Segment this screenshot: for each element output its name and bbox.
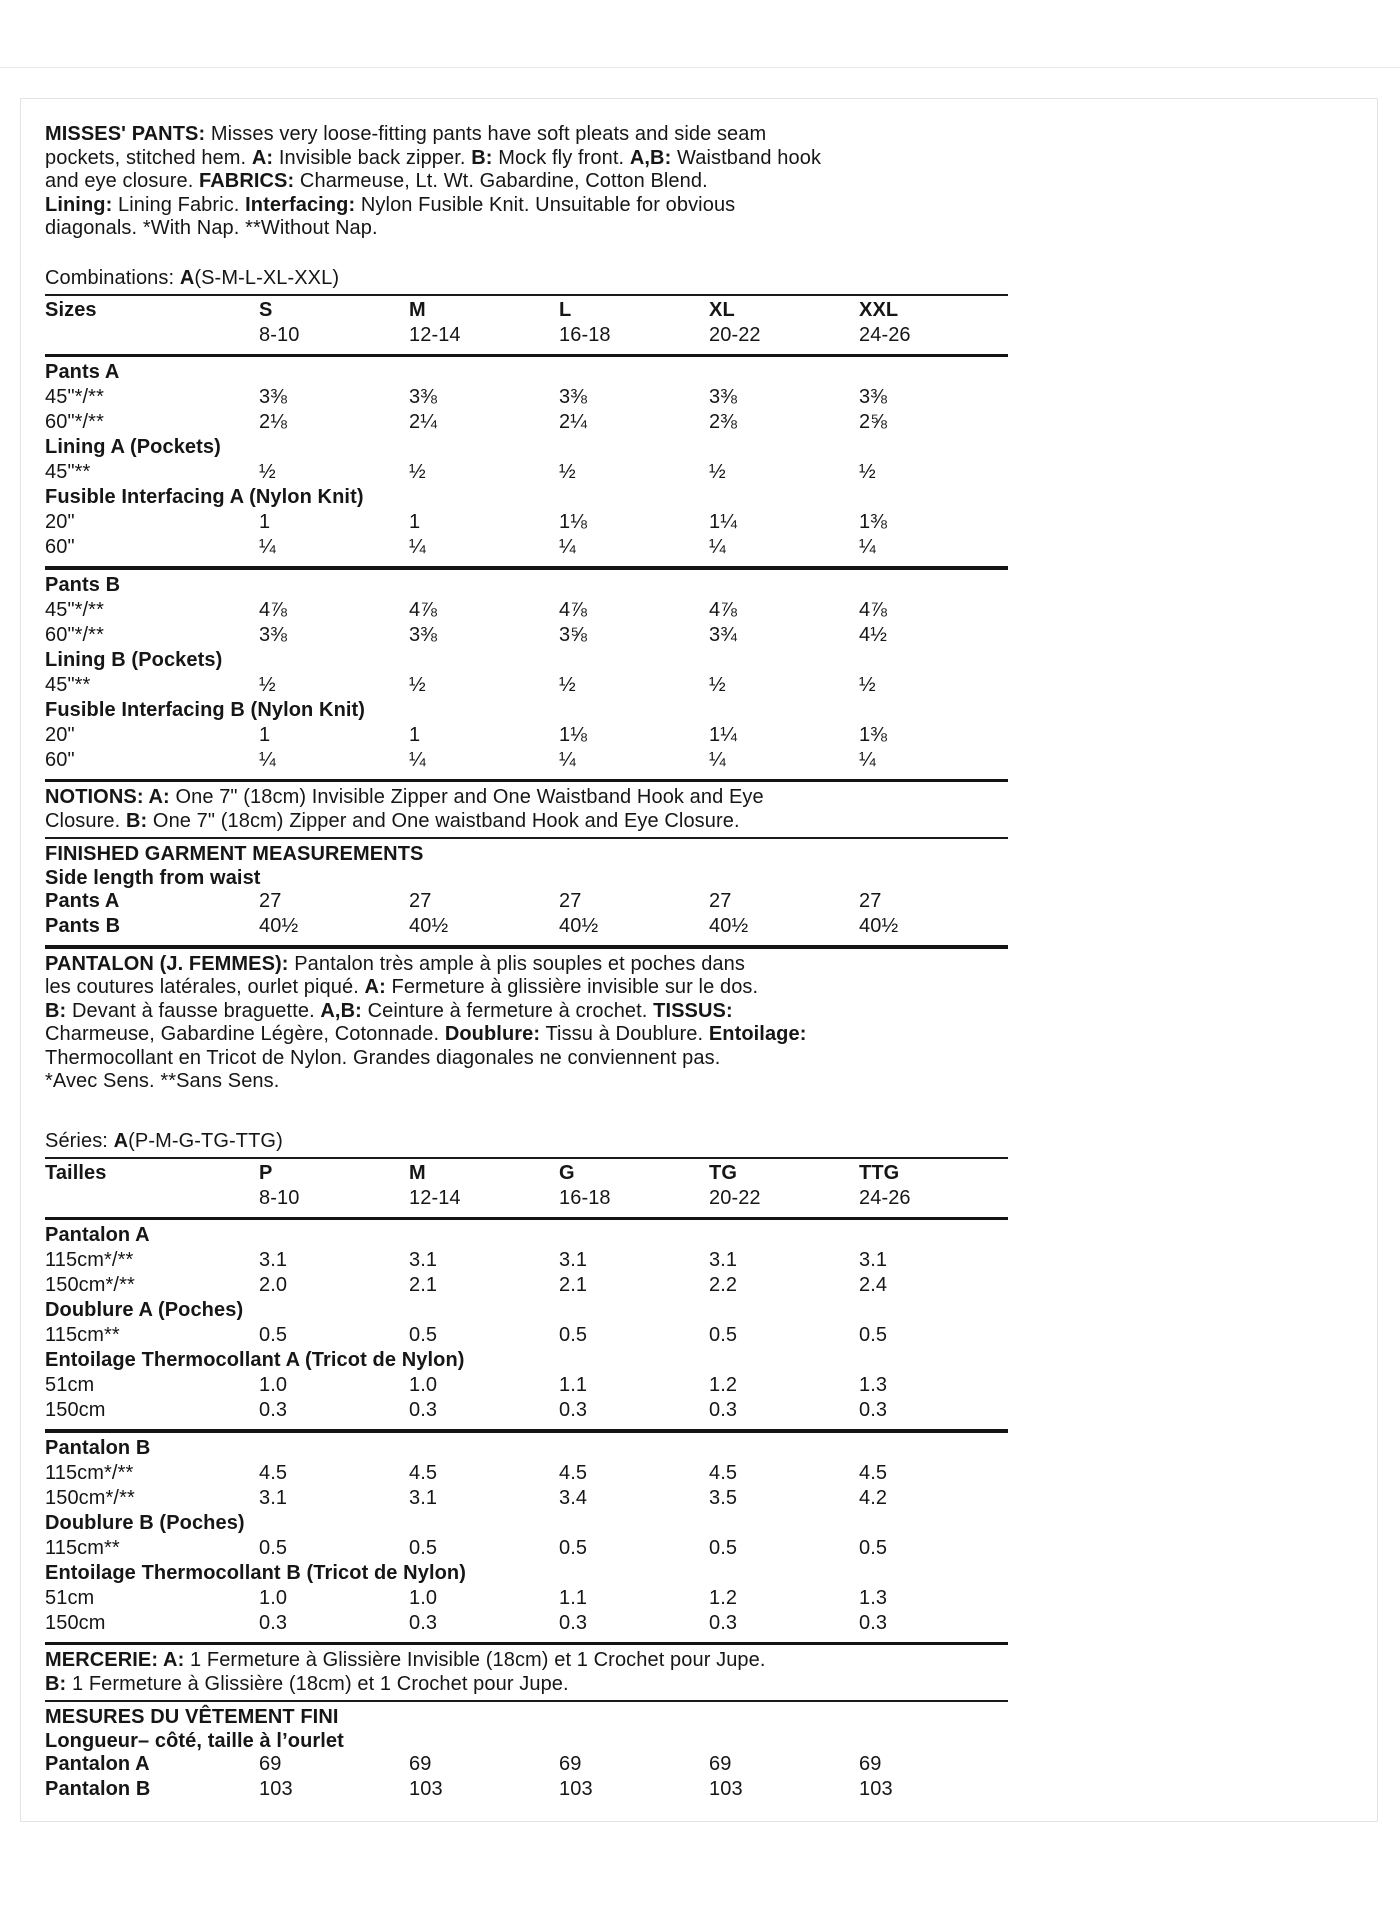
yardage-value: 1¼ <box>709 511 738 533</box>
measurement-value: 69 <box>409 1753 432 1775</box>
metric-table-section-header: Entoilage Thermocollant A (Tricot de Nylon) <box>45 1349 465 1371</box>
yardage-value: 3.1 <box>259 1249 288 1271</box>
fabric-width-label: 45"** <box>45 673 91 696</box>
fabric-width-label: 60" <box>45 748 75 771</box>
text: (P-M-G-TG-TTG) <box>128 1129 283 1152</box>
yardage-value: 2.0 <box>259 1274 288 1296</box>
yardage-value: 1 <box>259 723 271 746</box>
imperial-table-row <box>45 386 1055 411</box>
text: pockets, stitched hem. <box>45 146 252 169</box>
text: Lining Fabric. <box>112 193 246 216</box>
yardage-value: 0.5 <box>709 1324 738 1346</box>
yardage-value: 4.5 <box>409 1461 438 1484</box>
yardage-value: 1.0 <box>259 1586 288 1609</box>
imperial-table-size-range-row <box>45 324 1055 349</box>
garment-label: Pantalon B <box>45 1778 151 1800</box>
yardage-value: 3.1 <box>409 1249 438 1271</box>
size-header: TG <box>709 1161 737 1184</box>
measurement-value: 27 <box>259 890 282 912</box>
yardage-value: 4½ <box>859 623 888 646</box>
bold-text: Doublure: <box>444 1023 541 1045</box>
mesures-measurement-row <box>45 1753 1055 1778</box>
size-range: 24-26 <box>859 323 911 346</box>
description-french-line <box>45 1023 1055 1047</box>
measurement-value: 40½ <box>559 915 599 937</box>
bold-text: TISSUS: <box>653 999 733 1022</box>
text: Charmeuse, Gabardine Légère, Cotonnade. <box>45 1023 445 1045</box>
fabric-width-label: 150cm*/** <box>45 1486 135 1509</box>
description-french-line <box>45 1047 1055 1071</box>
metric-table-row <box>45 1274 1055 1299</box>
finished-garment-measurements <box>45 842 1055 940</box>
yardage-value: 1.1 <box>559 1374 588 1396</box>
yardage-value: ¼ <box>709 748 726 771</box>
yardage-value: ¼ <box>859 748 876 771</box>
finished-measurements-rows <box>45 890 1055 940</box>
metric-table-section-header: Doublure B (Poches) <box>45 1511 245 1534</box>
yardage-value: 1 <box>409 723 421 746</box>
yardage-value: ¼ <box>409 748 426 771</box>
finished-measurement-row <box>45 890 1055 915</box>
size-header: P <box>259 1161 273 1184</box>
yardage-value: 4⅞ <box>259 598 288 621</box>
rule-above-french-description <box>45 945 1008 949</box>
imperial-table-row <box>45 411 1055 436</box>
yardage-value: 0.3 <box>859 1399 888 1421</box>
fabric-width-label: 150cm <box>45 1399 106 1421</box>
size-range: 16-18 <box>559 1186 611 1209</box>
yardage-value: ¼ <box>709 536 726 558</box>
yardage-value: 2.2 <box>709 1274 738 1296</box>
metric-table-row <box>45 1612 1055 1637</box>
yardage-value: 0.5 <box>859 1324 888 1346</box>
yardage-value: 4⅞ <box>859 598 888 621</box>
imperial-table-row <box>45 624 1055 649</box>
yardage-value: 0.3 <box>409 1611 438 1634</box>
measurement-value: 103 <box>259 1778 293 1800</box>
metric-table-row <box>45 1324 1055 1349</box>
finished-measurement-row <box>45 915 1055 940</box>
finished-measurements-title: FINISHED GARMENT MEASUREMENTS <box>45 843 424 865</box>
text: 1 Fermeture à Glissière Invisible (18cm) et 1 Crochet pour Jupe. <box>184 1649 766 1671</box>
yardage-value: 3⅜ <box>709 386 738 408</box>
description-english-line <box>45 123 1055 147</box>
text: Invisible back zipper. <box>273 146 472 169</box>
yardage-value: 2⅛ <box>259 411 288 433</box>
text: Séries: <box>45 1129 114 1152</box>
bold-text: B: <box>45 999 67 1022</box>
yardage-value: 2¼ <box>559 411 588 433</box>
size-range: 20-22 <box>709 1186 761 1209</box>
fabric-width-label: 60"*/** <box>45 411 104 433</box>
bold-text: A,B: <box>320 999 362 1022</box>
rule-above-finished-measurements <box>45 837 1008 839</box>
yardage-value: 0.5 <box>859 1536 888 1559</box>
metric-table-row <box>45 1487 1055 1512</box>
yardage-value: 4.5 <box>259 1461 288 1484</box>
yardage-value: 1.2 <box>709 1586 738 1609</box>
bold-text: A,B: <box>629 146 672 169</box>
text: Tissu à Doublure. <box>540 1023 709 1045</box>
imperial-table-row <box>45 536 1055 561</box>
yardage-value: 1.0 <box>409 1586 438 1609</box>
fabric-width-label: 20" <box>45 723 75 746</box>
imperial-table-section-header: Lining B (Pockets) <box>45 648 223 671</box>
description-english-line <box>45 147 1055 171</box>
yardage-value: 0.5 <box>259 1536 288 1559</box>
description-english <box>45 123 1055 241</box>
yardage-value: 3.1 <box>259 1486 288 1509</box>
yardage-value: 0.5 <box>259 1324 288 1346</box>
notions-line <box>45 810 1055 834</box>
yardage-value: ¼ <box>259 536 276 558</box>
fabric-width-label: 45"*/** <box>45 386 104 408</box>
yardage-value: 1⅜ <box>859 723 888 746</box>
text: *Avec Sens. **Sans Sens. <box>45 1070 280 1092</box>
imperial-table-size-header <box>45 299 1055 324</box>
fabric-width-label: 115cm** <box>45 1324 120 1346</box>
mesures-subtitle: Longueur– côté, taille à l’ourlet <box>45 1730 344 1752</box>
measurement-value: 27 <box>709 890 732 912</box>
yardage-value: ½ <box>859 461 876 483</box>
yardage-value: 0.5 <box>559 1536 588 1559</box>
yardage-value: ¼ <box>559 748 576 771</box>
garment-label: Pants B <box>45 915 121 937</box>
yardage-value: ½ <box>409 673 426 696</box>
description-english-line <box>45 217 1055 241</box>
fabric-width-label: 51cm <box>45 1586 95 1609</box>
rule-under-series <box>45 1157 1008 1159</box>
yardage-value: 1.0 <box>409 1374 438 1396</box>
imperial-table-section-header: Fusible Interfacing B (Nylon Knit) <box>45 698 366 721</box>
size-header: M <box>409 1161 426 1184</box>
yardage-value: 0.3 <box>559 1611 588 1634</box>
yardage-value: 4⅞ <box>409 598 438 621</box>
yardage-value: 2⅜ <box>709 411 738 433</box>
yardage-value: ¼ <box>259 748 276 771</box>
imperial-table-section-header: Fusible Interfacing A (Nylon Knit) <box>45 486 364 508</box>
measurement-value: 103 <box>559 1778 593 1800</box>
metric-table-row <box>45 1587 1055 1612</box>
size-header-corner: Tailles <box>45 1161 107 1184</box>
yardage-value: 4.5 <box>859 1461 888 1484</box>
yardage-value: 0.3 <box>559 1399 588 1421</box>
imperial-table-section-header: Lining A (Pockets) <box>45 436 221 458</box>
notions-line <box>45 786 1055 810</box>
yardage-value: 4⅞ <box>709 598 738 621</box>
text: Combinations: <box>45 266 180 289</box>
sheet-content <box>45 123 1055 1803</box>
size-header: XXL <box>859 298 899 321</box>
yardage-value: ½ <box>709 673 726 696</box>
metric-table-row <box>45 1462 1055 1487</box>
rule-under-combinations <box>45 294 1008 296</box>
size-header: TTG <box>859 1161 900 1184</box>
yardage-value: 0.5 <box>559 1324 588 1346</box>
size-range: 8-10 <box>259 1186 300 1209</box>
rule-above-notions <box>45 779 1008 783</box>
yardage-value: 1 <box>259 511 271 533</box>
yardage-value: ½ <box>859 673 876 696</box>
bold-text: B: <box>45 1672 67 1695</box>
size-range: 12-14 <box>409 1186 461 1209</box>
yardage-value: 2⅝ <box>859 411 888 433</box>
yardage-value: 0.5 <box>409 1324 438 1346</box>
metric-table-row <box>45 1374 1055 1399</box>
metric-table-size-range-row <box>45 1187 1055 1212</box>
yardage-value: 4.5 <box>709 1461 738 1484</box>
yardage-value: 3.5 <box>709 1486 738 1509</box>
yardage-value: 3⅜ <box>859 386 888 408</box>
metric-table-row <box>45 1537 1055 1562</box>
yardage-value: 0.3 <box>709 1611 738 1634</box>
yardage-value: 3⅜ <box>409 386 438 408</box>
yardage-value: ½ <box>559 673 576 696</box>
size-header: M <box>409 298 426 321</box>
fabric-width-label: 150cm*/** <box>45 1274 135 1296</box>
fabric-width-label: 60" <box>45 536 75 558</box>
notions-paragraph <box>45 786 1055 833</box>
measurement-value: 40½ <box>409 915 449 937</box>
yardage-value: 1⅛ <box>559 511 588 533</box>
header-divider <box>45 354 1008 358</box>
bold-text: Lining: <box>45 193 113 216</box>
section-divider <box>45 566 1008 570</box>
size-header: G <box>559 1161 575 1184</box>
pattern-instruction-sheet <box>20 98 1378 1822</box>
garment-label: Pants A <box>45 890 120 912</box>
yardage-value: 3¾ <box>709 623 738 646</box>
size-range: 8-10 <box>259 323 300 346</box>
text: Nylon Fusible Knit. Unsuitable for obvious <box>355 193 736 216</box>
metric-table-section-header: Pantalon B <box>45 1436 151 1459</box>
yardage-value: 4⅞ <box>559 598 588 621</box>
mesures-vetement-fini <box>45 1705 1055 1803</box>
measurement-value: 69 <box>709 1753 732 1775</box>
yardage-value: 1.3 <box>859 1374 888 1396</box>
imperial-table-section-header: Pants B <box>45 573 121 596</box>
metric-table-row <box>45 1249 1055 1274</box>
bold-text: A: <box>364 976 386 998</box>
description-english-line <box>45 170 1055 194</box>
yardage-table-imperial <box>45 299 1055 774</box>
yardage-value: 4.2 <box>859 1486 888 1509</box>
yardage-value: ½ <box>259 461 276 483</box>
description-french-line <box>45 953 1055 977</box>
fabric-width-label: 150cm <box>45 1611 106 1634</box>
series-line <box>45 1130 1055 1153</box>
yardage-table-metric <box>45 1162 1055 1637</box>
description-french-line <box>45 1000 1055 1024</box>
text: Misses very loose-fitting pants have soft pleats and side seam <box>205 123 767 145</box>
text: Mock fly front. <box>492 146 630 169</box>
imperial-table-row <box>45 511 1055 536</box>
size-header: S <box>259 298 273 321</box>
yardage-value: 2.1 <box>409 1274 438 1296</box>
description-french-line <box>45 976 1055 1000</box>
bold-text: Entoilage: <box>708 1023 807 1045</box>
combinations-line <box>45 267 1055 290</box>
measurement-value: 103 <box>409 1778 443 1800</box>
measurement-value: 103 <box>859 1778 893 1800</box>
measurement-value: 69 <box>259 1753 282 1775</box>
imperial-table-row <box>45 724 1055 749</box>
mesures-measurement-row <box>45 1778 1055 1803</box>
text: Devant à fausse braguette. <box>66 999 321 1022</box>
yardage-value: 1.3 <box>859 1586 888 1609</box>
measurement-value: 69 <box>559 1753 582 1775</box>
yardage-value: 3⅜ <box>409 623 438 646</box>
yardage-value: ½ <box>709 461 726 483</box>
text: (S-M-L-XL-XXL) <box>194 266 340 289</box>
measurement-value: 27 <box>859 890 882 912</box>
yardage-value: 3.4 <box>559 1486 588 1509</box>
yardage-value: 0.3 <box>859 1611 888 1634</box>
bold-text: A: <box>251 146 274 169</box>
yardage-value: 3.1 <box>859 1249 888 1271</box>
measurement-value: 40½ <box>709 915 749 937</box>
yardage-value: 3.1 <box>559 1249 588 1271</box>
size-header: XL <box>709 298 735 321</box>
measurement-value: 27 <box>559 890 582 912</box>
text: les coutures latérales, ourlet piqué. <box>45 976 365 998</box>
measurement-value: 40½ <box>859 915 899 937</box>
bold-text: B: <box>471 146 493 169</box>
imperial-table-section-header: Pants A <box>45 361 120 383</box>
page-top-divider <box>0 67 1400 68</box>
measurement-value: 40½ <box>259 915 299 937</box>
garment-label: Pantalon A <box>45 1753 150 1775</box>
yardage-value: ¼ <box>409 536 426 558</box>
description-french-line <box>45 1070 1055 1094</box>
yardage-value: 1 <box>409 511 421 533</box>
yardage-value: ½ <box>259 673 276 696</box>
mesures-rows <box>45 1753 1055 1803</box>
description-french <box>45 953 1055 1094</box>
yardage-value: 1⅜ <box>859 511 888 533</box>
size-range: 20-22 <box>709 323 761 346</box>
yardage-value: 0.3 <box>709 1399 738 1421</box>
text: diagonals. *With Nap. **Without Nap. <box>45 217 378 239</box>
yardage-value: 0.5 <box>709 1536 738 1559</box>
imperial-table-row <box>45 749 1055 774</box>
text: Fermeture à glissière invisible sur le dos. <box>385 976 759 998</box>
bold-text: PANTALON (J. FEMMES): <box>45 952 289 975</box>
text: Closure. <box>45 809 126 832</box>
text: Thermocollant en Tricot de Nylon. Grandes diagonales ne conviennent pas. <box>45 1046 721 1069</box>
metric-table-section-header: Pantalon A <box>45 1224 150 1246</box>
rule-above-mercerie <box>45 1642 1008 1646</box>
text: and eye closure. <box>45 170 200 192</box>
fabric-width-label: 115cm*/** <box>45 1461 134 1484</box>
bold-text: MERCERIE: A: <box>45 1649 185 1671</box>
metric-table-section-header: Entoilage Thermocollant B (Tricot de Nylon) <box>45 1561 466 1584</box>
size-header: L <box>559 298 572 321</box>
header-divider <box>45 1217 1008 1221</box>
metric-table-row <box>45 1399 1055 1424</box>
imperial-table-row <box>45 599 1055 624</box>
fabric-width-label: 60"*/** <box>45 623 104 646</box>
yardage-value: 1.1 <box>559 1586 588 1609</box>
yardage-value: 2.4 <box>859 1274 888 1296</box>
text: Ceinture à fermeture à crochet. <box>361 999 654 1022</box>
mercerie-paragraph <box>45 1649 1055 1696</box>
text: Pantalon très ample à plis souples et poches dans <box>288 952 745 975</box>
yardage-value: 2¼ <box>409 411 438 433</box>
bold-text: A <box>179 266 195 289</box>
fabric-width-label: 45"*/** <box>45 598 104 621</box>
bold-text: Interfacing: <box>245 193 356 216</box>
measurement-value: 103 <box>709 1778 743 1800</box>
bold-text: FABRICS: <box>199 170 295 192</box>
size-range: 24-26 <box>859 1186 911 1209</box>
yardage-value: 1⅛ <box>559 723 588 746</box>
yardage-value: ½ <box>409 461 426 483</box>
yardage-value: 0.3 <box>409 1399 438 1421</box>
mesures-title: MESURES DU VÊTEMENT FINI <box>45 1706 339 1728</box>
text: One 7" (18cm) Invisible Zipper and One Waistband Hook and Eye <box>169 786 764 808</box>
metric-table-section-header: Doublure A (Poches) <box>45 1299 244 1321</box>
yardage-value: 0.3 <box>259 1399 288 1421</box>
measurement-value: 27 <box>409 890 432 912</box>
yardage-value: 3⅜ <box>259 386 288 408</box>
rule-above-mesures <box>45 1700 1008 1702</box>
text: One 7" (18cm) Zipper and One waistband Hook and Eye Closure. <box>147 809 740 832</box>
yardage-value: 0.3 <box>259 1611 288 1634</box>
imperial-table-row <box>45 674 1055 699</box>
yardage-value: 3⅜ <box>559 386 588 408</box>
size-header-corner: Sizes <box>45 298 97 321</box>
yardage-value: 3⅝ <box>559 623 588 646</box>
bold-text: MISSES' PANTS: <box>45 123 206 145</box>
metric-table-size-header <box>45 1162 1055 1187</box>
text: 1 Fermeture à Glissière (18cm) et 1 Crochet pour Jupe. <box>66 1672 569 1695</box>
bold-text: A <box>113 1129 129 1152</box>
size-range: 12-14 <box>409 323 461 346</box>
section-divider <box>45 1429 1008 1433</box>
yardage-value: 1.2 <box>709 1374 738 1396</box>
yardage-value: 3⅜ <box>259 623 288 646</box>
text: Charmeuse, Lt. Wt. Gabardine, Cotton Blend. <box>294 170 708 192</box>
finished-measurements-subtitle: Side length from waist <box>45 867 261 889</box>
imperial-table-row <box>45 461 1055 486</box>
yardage-value: 1¼ <box>709 723 738 746</box>
text: Waistband hook <box>671 146 822 169</box>
yardage-value: ½ <box>559 461 576 483</box>
measurement-value: 69 <box>859 1753 882 1775</box>
yardage-value: ¼ <box>559 536 576 558</box>
fabric-width-label: 51cm <box>45 1374 95 1396</box>
fabric-width-label: 115cm** <box>45 1536 120 1559</box>
yardage-value: 3.1 <box>409 1486 438 1509</box>
yardage-value: ¼ <box>859 536 876 558</box>
description-english-line <box>45 194 1055 218</box>
mercerie-line <box>45 1673 1055 1697</box>
yardage-value: 3.1 <box>709 1249 738 1271</box>
yardage-value: 1.0 <box>259 1374 288 1396</box>
fabric-width-label: 45"** <box>45 461 91 483</box>
yardage-value: 2.1 <box>559 1274 588 1296</box>
yardage-value: 4.5 <box>559 1461 588 1484</box>
yardage-value: 0.5 <box>409 1536 438 1559</box>
fabric-width-label: 115cm*/** <box>45 1249 134 1271</box>
fabric-width-label: 20" <box>45 511 75 533</box>
size-range: 16-18 <box>559 323 611 346</box>
mercerie-line <box>45 1649 1055 1673</box>
bold-text: NOTIONS: A: <box>45 786 170 808</box>
bold-text: B: <box>125 809 148 832</box>
